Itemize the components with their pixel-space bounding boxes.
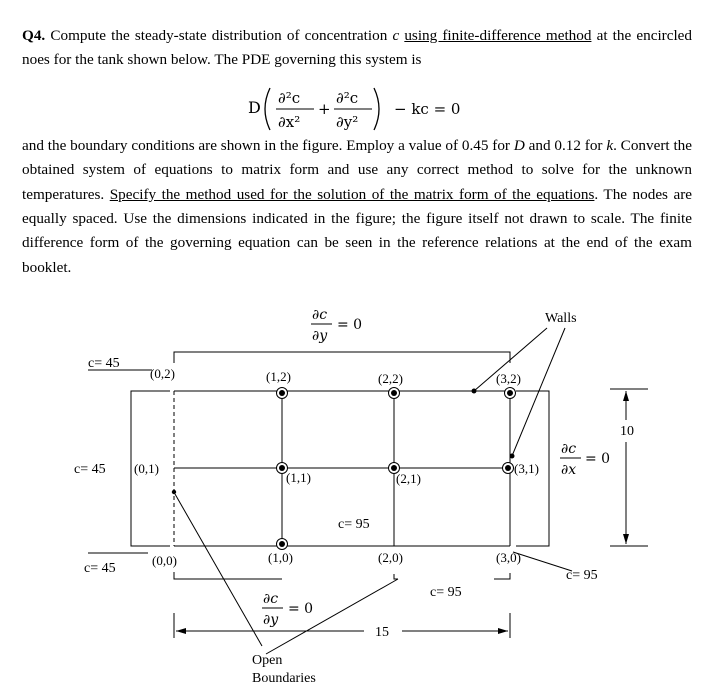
dim-width-label: 15	[375, 625, 389, 640]
question-text-part: at the encircled noes for the tank shown below. The PDE governing this system is	[22, 27, 693, 69]
node-1-2-dot	[279, 390, 285, 396]
question-text-part: and the boundary conditions are shown in the figure. Employ a value of 0.45 for	[22, 136, 514, 154]
question-text	[22, 24, 692, 280]
node-label-1-2: (1,2)	[266, 369, 291, 384]
eq-rest: − kc = 0	[394, 100, 461, 118]
node-label-3-2: (3,2)	[496, 371, 521, 386]
eq-plus: +	[318, 100, 331, 118]
open-boundary-pointer-2	[266, 579, 398, 654]
width-dimension	[174, 613, 510, 638]
node-label-3-0: (3,0)	[496, 550, 521, 565]
variable-c: c	[392, 27, 400, 44]
top-bc-value: = 0	[337, 317, 363, 333]
question-text-part: Compute the steady-state distribution of concentration	[50, 27, 393, 44]
eq-term1-num: ∂²c	[278, 89, 301, 107]
walls-pointer-2	[512, 328, 565, 456]
question-paragraph-1	[22, 24, 692, 73]
eq-term1-den: ∂x²	[278, 113, 301, 131]
bc-c-bottom-mid: c= 95	[430, 585, 462, 600]
node-label-0-1: (0,1)	[134, 461, 159, 476]
bottom-wall-right	[494, 573, 510, 579]
node-label-1-1: (1,1)	[286, 470, 311, 485]
question-text-part: . Convert the obtained system of equations to matrix form and use any correct method to solve for the unknown temperatures.	[22, 136, 692, 203]
eq-coef: D	[248, 98, 261, 117]
node-label-2-0: (2,0)	[378, 550, 403, 565]
top-wall	[174, 352, 510, 363]
dim-height-label: 10	[620, 424, 634, 439]
question-text-part: . The nodes are equally spaced. Use the dimensions indicated in the figure; the figure itself not drawn to scale. The finite difference form of the governing equation can be seen in the reference relations at the end of the exam booklet.	[22, 185, 692, 276]
walls-label: Walls	[545, 311, 577, 326]
top-bc-num: ∂c	[312, 307, 328, 323]
bc-bottom-right-pointer	[513, 552, 572, 571]
question-paragraph-2	[22, 134, 692, 280]
node-3-1-dot	[505, 465, 511, 471]
node-label-2-2: (2,2)	[378, 371, 403, 386]
right-paren	[374, 88, 379, 130]
left-paren	[265, 88, 270, 130]
node-1-1-dot	[279, 465, 285, 471]
node-label-2-1: (2,1)	[396, 471, 421, 486]
node-label-1-0: (1,0)	[268, 550, 293, 565]
top-bc-den: ∂y	[312, 328, 328, 344]
right-bc-value: = 0	[585, 451, 611, 467]
bc-c-top-left: c= 45	[88, 356, 120, 371]
node-3-2-dot	[507, 390, 513, 396]
bc-c-bottom-right: c= 95	[566, 568, 598, 583]
node-label-3-1: (3,1)	[514, 461, 539, 476]
eq-term2-num: ∂²c	[336, 89, 359, 107]
bottom-bc-den: ∂y	[263, 612, 279, 628]
bottom-bc-value: = 0	[288, 601, 314, 617]
governing-equation	[248, 82, 508, 136]
bottom-wall-mid	[394, 574, 398, 579]
bc-c-bottom-left: c= 45	[84, 561, 116, 576]
specify-method-underlined: Specify the method used for the solution of the matrix form of the equations	[109, 185, 595, 203]
variable-D: D	[513, 136, 525, 154]
right-bc-den: ∂x	[561, 462, 577, 478]
boundaries-label: Boundaries	[252, 671, 316, 686]
method-underlined: using finite-difference method	[404, 27, 592, 44]
bottom-wall-left	[174, 572, 282, 579]
open-boundary-pointer-1	[175, 494, 262, 646]
height-dimension	[610, 389, 648, 546]
bc-c-center: c= 95	[338, 517, 370, 532]
question-number: Q4.	[22, 27, 46, 44]
node-2-2-dot	[391, 390, 397, 396]
bc-c-mid-left: c= 45	[74, 462, 106, 477]
open-boundary-point	[172, 490, 176, 494]
node-label-0-0: (0,0)	[152, 553, 177, 568]
node-label-0-2: (0,2)	[150, 366, 175, 381]
question-text-part: and 0.12 for	[524, 136, 607, 154]
node-1-0-dot	[279, 541, 285, 547]
tank-figure	[0, 290, 727, 694]
open-label: Open	[252, 653, 283, 668]
bottom-bc-num: ∂c	[263, 591, 279, 607]
right-bc-num: ∂c	[561, 441, 577, 457]
eq-term2-den: ∂y²	[336, 113, 359, 131]
variable-k: k	[606, 136, 614, 154]
